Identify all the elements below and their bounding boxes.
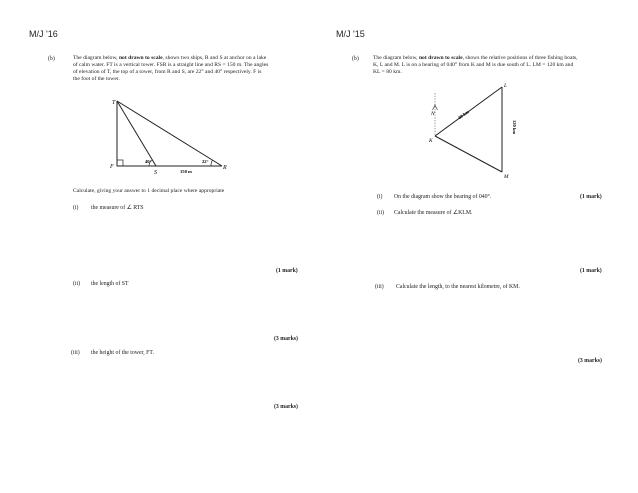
right-intro-line2: K, L and M. L is on a bearing of 040° from K and M is due south of L. LM = 120 km and: [373, 62, 574, 68]
right-intro-2: , shows the relative positions of three fishing boats,: [462, 55, 578, 61]
left-intro-line2: of calm water. FT is a vertical tower. FSR is a straight line and RS = 150 m. The angles: [73, 62, 269, 68]
left-q2-number: (ii): [73, 281, 81, 287]
label-T: T: [112, 100, 116, 106]
left-q1-marks: (1 mark): [276, 268, 298, 274]
left-q3-text: the height of the tower, FT.: [91, 350, 154, 356]
left-header: M/J '16: [29, 29, 58, 39]
length-label-LM: 120 km: [512, 120, 517, 135]
length-label-KL: 80 km: [457, 109, 470, 121]
right-q1-number: (i): [377, 194, 383, 200]
left-q2-text: the length of ST: [91, 281, 129, 287]
left-intro-bold: not drawn to scale: [118, 55, 163, 61]
angle-label-R: 22°: [202, 159, 209, 164]
label-M: M: [504, 174, 509, 180]
left-q3-number: (iii): [71, 350, 80, 356]
left-intro-1: The diagram below,: [73, 55, 118, 61]
label-L: L: [504, 83, 507, 89]
label-R: R: [223, 165, 227, 171]
left-part-label: (b): [48, 56, 55, 62]
right-q1-text: On the diagram show the bearing of 040°.: [394, 194, 492, 200]
right-q1-marks: (1 mark): [580, 194, 602, 200]
right-header: M/J '15: [336, 29, 365, 39]
length-label-RS: 150 m: [180, 169, 192, 174]
left-intro-line3: of elevation of T, the top of a tower, from R and S, are 22° and 40° respectively. F is: [73, 69, 262, 75]
angle-label-S: 40°: [145, 159, 152, 164]
left-q2-marks: (3 marks): [274, 336, 298, 342]
label-S: S: [154, 170, 157, 176]
left-q1-number: (i): [73, 205, 79, 211]
right-q2-number: (ii): [377, 210, 385, 216]
right-intro-1: The diagram below,: [373, 55, 418, 61]
left-intro-2: , shows two ships, R and S at anchor on a lake: [162, 55, 267, 61]
label-K: K: [429, 138, 433, 144]
right-q3-marks: (3 marks): [578, 358, 602, 364]
right-intro-line3: KL = 80 km.: [373, 69, 402, 75]
right-q2-marks: (1 mark): [580, 268, 602, 274]
right-q3-number: (iii): [375, 284, 384, 290]
right-q3-text: Calculate the length, to the nearest kilometre, of KM.: [396, 284, 520, 290]
left-q3-marks: (3 marks): [274, 404, 298, 410]
left-q1-text: the measure of ∠ RTS: [91, 205, 144, 211]
right-part-label: (b): [352, 56, 359, 62]
label-N: N: [431, 111, 435, 117]
line-KM: [435, 136, 502, 172]
right-intro-bold: not drawn to scale: [418, 55, 463, 61]
left-calc-instruction: Calculate, giving your answer to 1 decimal place where appropriate: [73, 188, 225, 194]
label-F: F: [110, 164, 114, 170]
left-intro-line4: the foot of the tower.: [73, 76, 120, 82]
right-q2-text: Calculate the measure of ∠KLM.: [394, 210, 473, 216]
